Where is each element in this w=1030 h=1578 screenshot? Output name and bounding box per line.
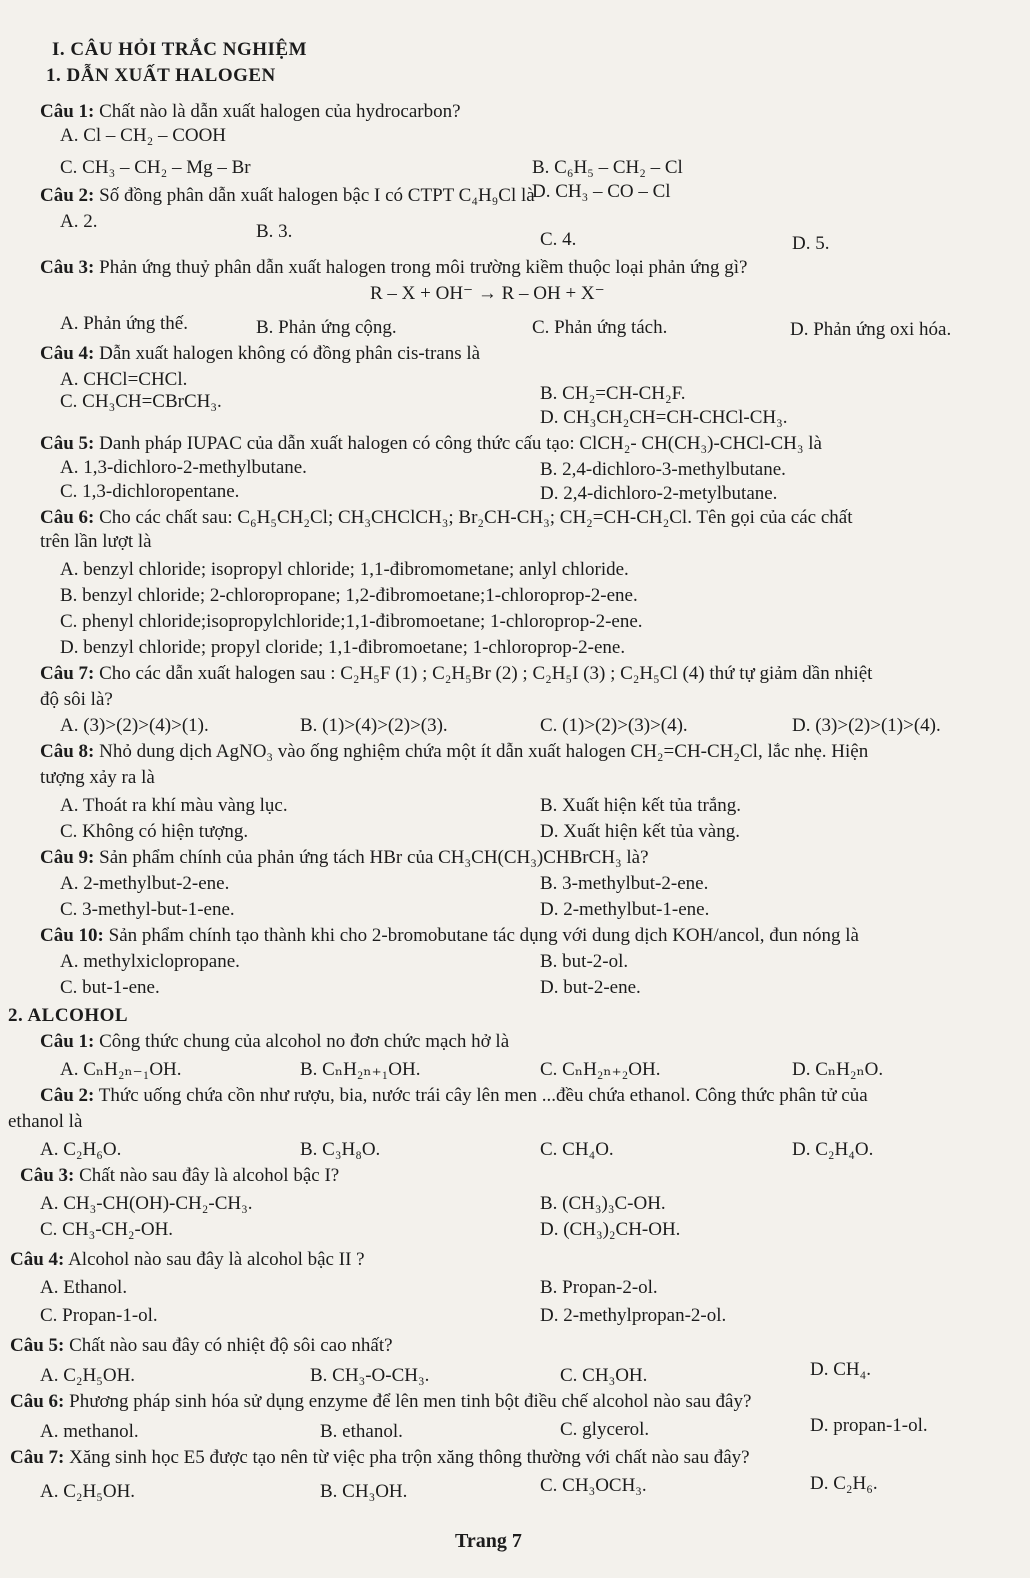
q1-2-option-c: C. 4.	[540, 229, 577, 250]
q1-6-option-a: A. benzyl chloride; isopropyl chloride; 1,1-đibromometane; anlyl chloride.	[60, 559, 629, 580]
question-1-8-cont: tượng xảy ra là	[40, 767, 155, 788]
q1-7-option-d: D. (3)>(2)>(1)>(4).	[792, 715, 941, 736]
q1-2-option-a: A. 2.	[60, 211, 98, 232]
page-number: Trang 7	[455, 1530, 522, 1552]
subsection-title: 1. DẪN XUẤT HALOGEN	[46, 65, 276, 86]
q1-9-option-d: D. 2-methylbut-1-ene.	[540, 899, 710, 920]
q1-10-option-a: A. methylxiclopropane.	[60, 951, 240, 972]
q1-3-option-c: C. Phản ứng tách.	[532, 317, 668, 338]
q1-4-option-a: A. CHCl=CHCl.	[60, 369, 188, 390]
q2-2-option-a: A. C₂H₆O.	[40, 1139, 122, 1160]
q1-5-option-d: D. 2,4-dichloro-2-metylbutane.	[540, 483, 778, 504]
q2-3-option-c: C. CH₃-CH₂-OH.	[40, 1219, 174, 1240]
question-1-7: Câu 7: Cho các dẫn xuất halogen sau : C₂H₅F (1) ; C₂H₅Br (2) ; C₂H₅I (3) ; C₂H₅Cl (4) thứ tự giảm dần nhiệt	[40, 663, 873, 684]
question-2-1: Câu 1: Công thức chung của alcohol no đơn chức mạch hở là	[40, 1031, 510, 1052]
question-2-5: Câu 5: Chất nào sau đây có nhiệt độ sôi cao nhất?	[10, 1335, 393, 1356]
q2-5-option-d: D. CH₄.	[810, 1359, 871, 1380]
question-1-3: Câu 3: Phản ứng thuỷ phân dẫn xuất halogen trong môi trường kiềm thuộc loại phản ứng gì?	[40, 257, 748, 278]
q1-3-option-a: A. Phản ứng thế.	[60, 313, 188, 334]
q1-5-option-c: C. 1,3-dichloropentane.	[60, 481, 240, 502]
q1-3-equation: R – X + OH⁻ → R – OH + X⁻	[370, 283, 605, 304]
q2-7-option-c: C. CH₃OCH₃.	[540, 1475, 647, 1496]
q1-10-option-b: B. but-2-ol.	[540, 951, 629, 972]
q1-10-option-c: C. but-1-ene.	[60, 977, 160, 998]
q1-1-option-d: D. CH₃ – CO – Cl	[532, 181, 671, 202]
q1-7-option-a: A. (3)>(2)>(4)>(1).	[60, 715, 209, 736]
q1-6-option-b: B. benzyl chloride; 2-chloropropane; 1,2-đibromoetane;1-chloroprop-2-ene.	[60, 585, 638, 606]
q2-6-option-b: B. ethanol.	[320, 1421, 403, 1442]
q2-1-option-d: D. CₙH₂ₙO.	[792, 1059, 884, 1080]
section-title: I. CÂU HỎI TRẮC NGHIỆM	[52, 39, 308, 60]
q1-7-option-c: C. (1)>(2)>(3)>(4).	[540, 715, 688, 736]
q2-3-option-d: D. (CH₃)₂CH-OH.	[540, 1219, 681, 1240]
question-1-2: Câu 2: Số đồng phân dẫn xuất halogen bậc I có CTPT C₄H₉Cl là	[40, 185, 535, 206]
q1-10-option-d: D. but-2-ene.	[540, 977, 641, 998]
q2-7-option-b: B. CH₃OH.	[320, 1481, 408, 1502]
q2-1-option-c: C. CₙH₂ₙ₊₂OH.	[540, 1059, 661, 1080]
question-1-1: Câu 1: Chất nào là dẫn xuất halogen của hydrocarbon?	[40, 101, 461, 122]
q2-4-option-b: B. Propan-2-ol.	[540, 1277, 658, 1298]
q2-1-option-a: A. CₙH₂ₙ₋₁OH.	[60, 1059, 182, 1080]
question-1-9: Câu 9: Sản phẩm chính của phản ứng tách HBr của CH₃CH(CH₃)CHBrCH₃ là?	[40, 847, 649, 868]
question-1-10: Câu 10: Sản phẩm chính tạo thành khi cho 2-bromobutane tác dụng với dung dịch KOH/ancol, đun nóng là	[40, 925, 859, 946]
question-1-8: Câu 8: Nhỏ dung dịch AgNO₃ vào ống nghiệm chứa một ít dẫn xuất halogen CH₂=CH-CH₂Cl, lắc nhẹ. Hiện	[40, 741, 869, 762]
section-2-title: 2. ALCOHOL	[8, 1005, 129, 1026]
q2-2-option-c: C. CH₄O.	[540, 1139, 614, 1160]
q1-6-option-d: D. benzyl chloride; propyl cloride; 1,1-đibromoetane; 1-chloroprop-2-ene.	[60, 637, 626, 658]
question-2-7: Câu 7: Xăng sinh học E5 được tạo nên từ việc pha trộn xăng thông thường với chất nào sau đây?	[10, 1447, 750, 1468]
q1-2-option-b: B. 3.	[256, 221, 293, 242]
q1-8-option-a: A. Thoát ra khí màu vàng lục.	[60, 795, 288, 816]
question-2-2-cont: ethanol là	[8, 1111, 83, 1132]
q2-4-option-d: D. 2-methylpropan-2-ol.	[540, 1305, 727, 1326]
q2-2-option-b: B. C₃H₈O.	[300, 1139, 381, 1160]
q2-4-option-a: A. Ethanol.	[40, 1277, 128, 1298]
q2-7-option-a: A. C₂H₅OH.	[40, 1481, 136, 1502]
q1-4-option-d: D. CH₃CH₂CH=CH-CHCl-CH₃.	[540, 407, 788, 428]
q1-9-option-a: A. 2-methylbut-2-ene.	[60, 873, 230, 894]
question-2-3: Câu 3: Chất nào sau đây là alcohol bậc I?	[20, 1165, 340, 1186]
q1-4-option-b: B. CH₂=CH-CH₂F.	[540, 383, 686, 404]
q1-1-option-a: A. Cl – CH₂ – COOH	[60, 125, 227, 146]
q2-6-option-d: D. propan-1-ol.	[810, 1415, 928, 1436]
question-2-2: Câu 2: Thức uống chứa cồn như rượu, bia, nước trái cây lên men ...đều chứa ethanol. Công thức phân tử của	[40, 1085, 868, 1106]
q2-3-option-b: B. (CH₃)₃C-OH.	[540, 1193, 666, 1214]
q1-4-option-c: C. CH₃CH=CBrCH₃.	[60, 391, 222, 412]
q1-3-option-b: B. Phản ứng cộng.	[256, 317, 397, 338]
q2-5-option-c: C. CH₃OH.	[560, 1365, 648, 1386]
q1-6-option-c: C. phenyl chloride;isopropylchloride;1,1-đibromoetane; 1-chloroprop-2-ene.	[60, 611, 643, 632]
q2-5-option-a: A. C₂H₅OH.	[40, 1365, 136, 1386]
question-1-6: Câu 6: Cho các chất sau: C₆H₅CH₂Cl; CH₃CHClCH₃; Br₂CH-CH₃; CH₂=CH-CH₂Cl. Tên gọi của các chất	[40, 507, 853, 528]
q2-5-option-b: B. CH₃-O-CH₃.	[310, 1365, 430, 1386]
question-1-7-cont: độ sôi là?	[40, 689, 113, 710]
q1-8-option-d: D. Xuất hiện kết tủa vàng.	[540, 821, 740, 842]
q1-8-option-c: C. Không có hiện tượng.	[60, 821, 249, 842]
q2-1-option-b: B. CₙH₂ₙ₊₁OH.	[300, 1059, 421, 1080]
question-1-6-cont: trên lần lượt là	[40, 531, 152, 552]
q1-9-option-b: B. 3-methylbut-2-ene.	[540, 873, 709, 894]
q2-4-option-c: C. Propan-1-ol.	[40, 1305, 158, 1326]
q2-3-option-a: A. CH₃-CH(OH)-CH₂-CH₃.	[40, 1193, 253, 1214]
q1-5-option-b: B. 2,4-dichloro-3-methylbutane.	[540, 459, 786, 480]
q2-7-option-d: D. C₂H₆.	[810, 1473, 878, 1494]
question-1-4: Câu 4: Dẫn xuất halogen không có đồng phân cis-trans là	[40, 343, 481, 364]
q1-7-option-b: B. (1)>(4)>(2)>(3).	[300, 715, 448, 736]
q2-2-option-d: D. C₂H₄O.	[792, 1139, 874, 1160]
q1-3-option-d: D. Phản ứng oxi hóa.	[790, 319, 952, 340]
question-2-4: Câu 4: Alcohol nào sau đây là alcohol bậc II ?	[10, 1249, 365, 1270]
q1-1-option-c: C. CH₃ – CH₂ – Mg – Br	[60, 157, 251, 178]
q2-6-option-c: C. glycerol.	[560, 1419, 650, 1440]
q2-6-option-a: A. methanol.	[40, 1421, 139, 1442]
q1-1-option-b: B. C₆H₅ – CH₂ – Cl	[532, 157, 683, 178]
question-1-5: Câu 5: Danh pháp IUPAC của dẫn xuất halogen có công thức cấu tạo: ClCH₂- CH(CH₃)-CHCl-CH₃ là	[40, 433, 822, 454]
q1-5-option-a: A. 1,3-dichloro-2-methylbutane.	[60, 457, 307, 478]
question-2-6: Câu 6: Phương pháp sinh hóa sử dụng enzyme để lên men tinh bột điều chế alcohol nào sau đây?	[10, 1391, 752, 1412]
q1-9-option-c: C. 3-methyl-but-1-ene.	[60, 899, 235, 920]
q1-8-option-b: B. Xuất hiện kết tủa trắng.	[540, 795, 742, 816]
q1-2-option-d: D. 5.	[792, 233, 830, 254]
